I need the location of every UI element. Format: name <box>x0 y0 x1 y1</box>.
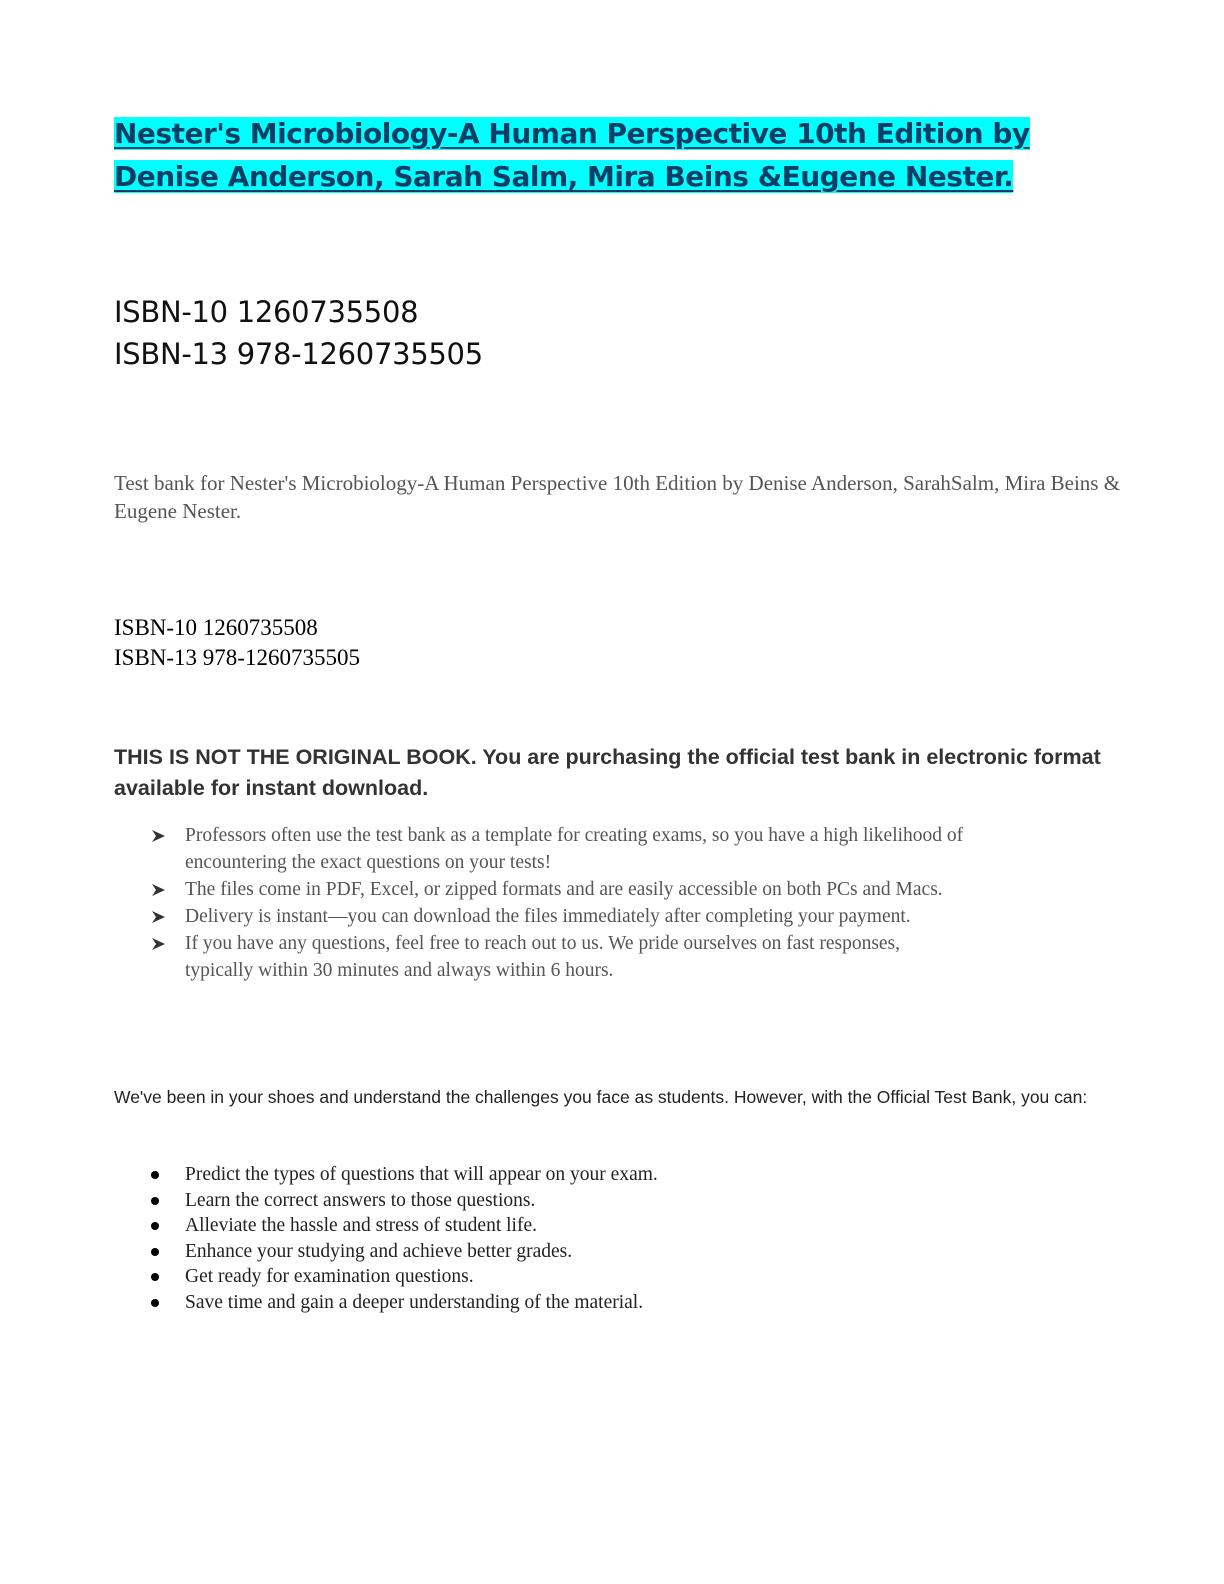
list-item-text: The files come in PDF, Excel, or zipped formats and are easily accessible on both PCs and Macs. <box>185 879 943 900</box>
isbn-13-small: ISBN-13 978-1260735505 <box>114 645 360 670</box>
round-bullet-icon <box>151 1273 159 1281</box>
list-item <box>150 930 970 984</box>
list-item-text: Predict the types of questions that will appear on your exam. <box>185 1164 658 1185</box>
list-item-text: Professors often use the test bank as a template for creating exams, so you have a high likelihood of encountering the exact questions on your tests! <box>185 825 964 873</box>
document-title[interactable] <box>114 112 1124 198</box>
isbn-10-large: ISBN-10 1260735508 <box>114 295 419 329</box>
benefits-list <box>150 1162 970 1315</box>
students-paragraph: We've been in your shoes and understand the challenges you face as students. However, with the Official Test Bank, you can: <box>114 1087 1088 1107</box>
arrowhead-bullet-icon <box>150 930 170 957</box>
list-item-text: Get ready for examination questions. <box>185 1266 474 1287</box>
list-item <box>150 1264 970 1290</box>
list-item <box>150 1239 970 1265</box>
isbn-13-large: ISBN-13 978-1260735505 <box>114 337 483 371</box>
round-bullet-icon <box>151 1222 159 1230</box>
round-bullet-icon <box>151 1248 159 1256</box>
notice-heading: THIS IS NOT THE ORIGINAL BOOK. You are purchasing the official test bank in electronic format available for instant download. <box>114 745 1101 800</box>
round-bullet-icon <box>151 1171 159 1179</box>
isbn-block-large <box>114 291 483 375</box>
isbn-10-small: ISBN-10 1260735508 <box>114 615 318 640</box>
feature-list <box>150 822 970 984</box>
isbn-block-small <box>114 613 360 673</box>
arrowhead-bullet-icon <box>150 903 170 930</box>
list-item-text: Alleviate the hassle and stress of student life. <box>185 1215 537 1236</box>
list-item-text: Enhance your studying and achieve better grades. <box>185 1240 573 1262</box>
list-item-text: If you have any questions, feel free to reach out to us. We pride ourselves on fast responses, typically within 30 minutes and always within 6 hours. <box>185 933 901 981</box>
list-item <box>150 903 970 930</box>
title-highlight[interactable]: Nester's Microbiology-A Human Perspective 10th Edition by Denise Anderson, Sarah Salm, Mira Beins &Eugene Nester. <box>114 117 1030 193</box>
list-item-text: Learn the correct answers to those questions. <box>185 1189 536 1211</box>
arrowhead-bullet-icon <box>150 822 170 849</box>
list-item <box>150 1188 970 1214</box>
list-item <box>150 1213 970 1239</box>
list-item-text: Delivery is instant—you can download the files immediately after completing your payment. <box>185 906 911 927</box>
list-item <box>150 822 970 876</box>
list-item-text: Save time and gain a deeper understanding of the material. <box>185 1291 644 1313</box>
arrowhead-bullet-icon <box>150 876 170 903</box>
list-item <box>150 1162 970 1188</box>
round-bullet-icon <box>151 1299 159 1307</box>
intro-paragraph: Test bank for Nester's Microbiology-A Human Perspective 10th Edition by Denise Anderson, SarahSalm, Mira Beins & Eugene Nester. <box>114 471 1121 523</box>
list-item <box>150 1290 970 1316</box>
round-bullet-icon <box>151 1197 159 1205</box>
list-item <box>150 876 970 903</box>
